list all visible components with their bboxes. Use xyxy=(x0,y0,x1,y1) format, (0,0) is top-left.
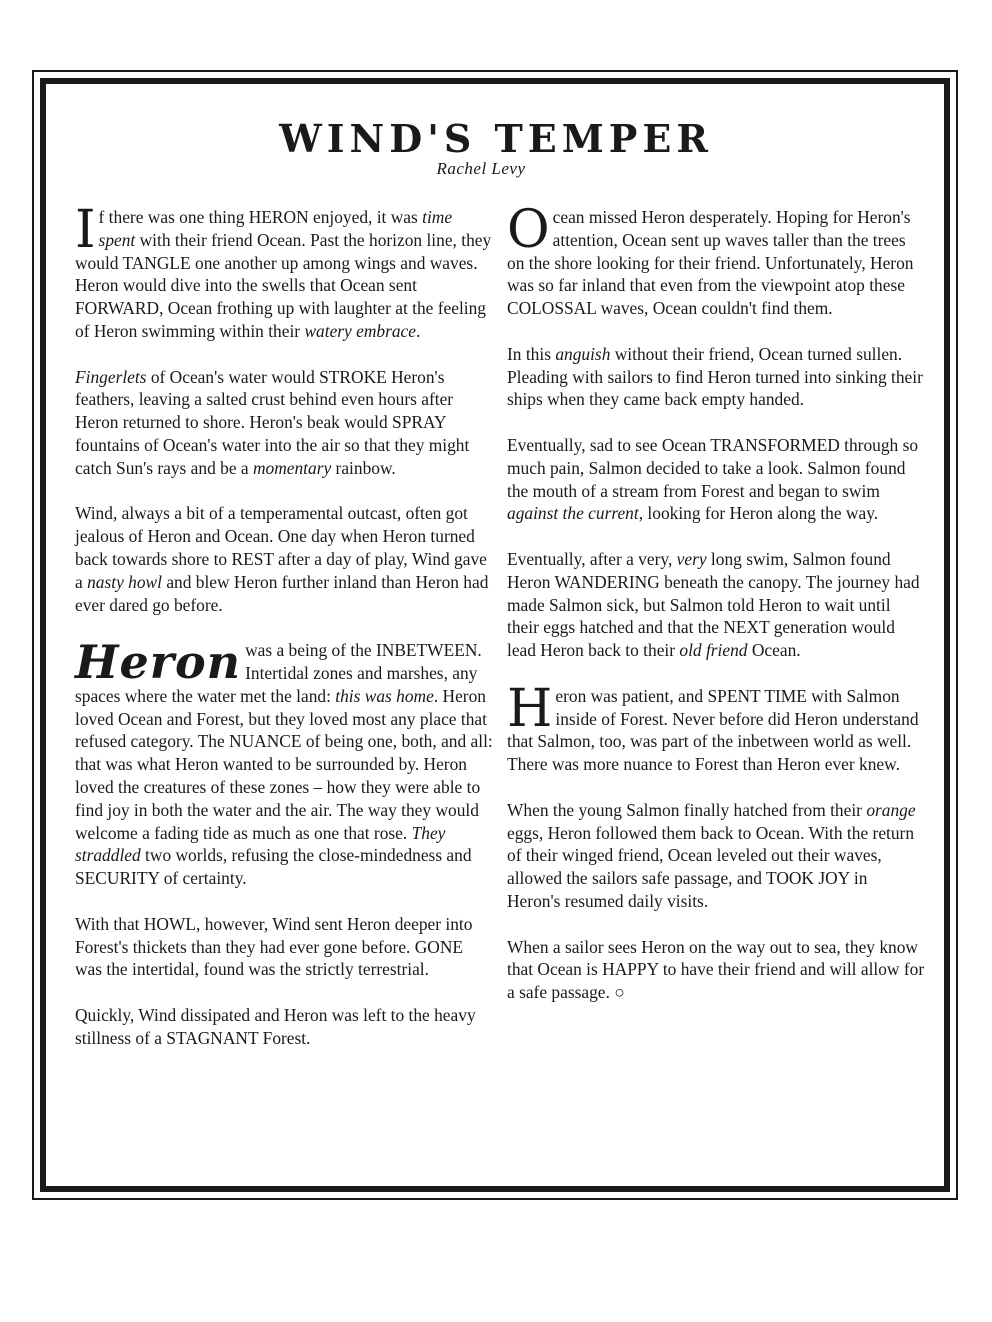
paragraph-text: rainbow. xyxy=(331,457,396,478)
paragraph-7: When a sailor sees Heron on the way out to sea, they know that Ocean is HAPPY to have their friend and will allow for a safe passage. ○ xyxy=(507,936,925,1003)
paragraph-text: When the young Salmon finally hatched from their xyxy=(507,799,867,820)
emphasis-text: momentary xyxy=(252,457,332,478)
paragraph-6: Quickly, Wind dissipated and Heron was left to the heavy stillness of a STAGNANT Forest. xyxy=(75,1004,476,1048)
emphasis-text: Fingerlets xyxy=(75,366,147,387)
emphasis-text: They straddled xyxy=(75,822,446,866)
paragraph-5 xyxy=(507,678,925,776)
emphasis-text: this was home xyxy=(335,685,434,706)
emphasis-text: orange xyxy=(866,799,916,820)
story-author: Rachel Levy xyxy=(436,159,526,178)
paragraph-2 xyxy=(507,343,925,411)
paragraph-text: Eventually, sad to see Ocean TRANSFORMED through so much pain, Salmon decided to take a look. Salmon found the mouth of a stream from Forest and began to swim xyxy=(507,434,919,501)
paragraph-1 xyxy=(75,200,493,343)
emphasis-text: nasty howl xyxy=(87,571,162,592)
paragraph-text: eron was patient, and SPENT TIME with Salmon inside of Forest. Never before did Heron understand that Salmon, too, was part of the inbetween world as well. There was more nuance to Forest than Heron ever knew. xyxy=(507,685,919,775)
paragraph-text: long swim, Salmon found Heron WANDERING beneath the canopy. The journey had made Salmon sick, but Salmon told Heron to wait until their eggs hatched and that the NEXT generation would lead Heron back to their xyxy=(507,548,920,661)
paragraph-1 xyxy=(507,200,925,320)
paragraph-4 xyxy=(507,548,925,662)
paragraph-text: two worlds, refusing the close-mindedness and SECURITY of certainty. xyxy=(75,845,472,889)
story-title: WIND'S TEMPER xyxy=(279,116,713,161)
paragraph-5: With that HOWL, however, Wind sent Heron deeper into Forest's thickets than they had ever gone before. GONE was the intertidal, found was the strictly terrestrial. xyxy=(75,913,473,980)
paragraph-text: cean missed Heron desperately. Hoping for Heron's attention, Ocean sent up waves taller than the trees on the shore looking for their friend. Unfortunately, Heron was so far inland that even from the viewpoint atop these COLOSSAL waves, Ocean couldn't find them. xyxy=(507,207,914,319)
paragraph-text: eggs, Heron followed them back to Ocean. With the return of their winged friend, Ocean leveled out their waves, allowed the sailors safe passage, and TOOK JOY in Heron's resumed daily visits. xyxy=(507,822,915,911)
paragraph-text: . Heron loved Ocean and Forest, but they loved most any place that refused category. The NUANCE of being one, both, and all: that was what Heron wanted to be surrounded by. Heron loved the creatures of these zones – how they were able to find joy in both the water and the air. The way they would welcome a fading tide as much as one that rose. xyxy=(75,685,493,843)
paragraph-2 xyxy=(75,366,493,480)
emphasis-text: time spent xyxy=(98,207,453,250)
paragraph-text: , looking for Heron along the way. xyxy=(638,503,879,524)
paragraph-3 xyxy=(507,434,925,525)
paragraph-text: f there was one thing HERON enjoyed, it was xyxy=(98,207,423,227)
paragraph-text: Wind, always a bit of a temperamental outcast, often got jealous of Heron and Ocean. One day when Heron turned back towards shore to REST after a day of play, Wind gave a xyxy=(75,503,487,592)
emphasis-text: old friend xyxy=(679,640,748,661)
paragraph-4 xyxy=(75,635,493,890)
emphasis-text: against the current xyxy=(507,503,639,524)
paragraph-text: . xyxy=(416,320,421,341)
paragraph-text: of Ocean's water would STROKE Heron's feathers, leaving a salted crust behind even hours after Heron returned to shore. Heron's beak would SPRAY fountains of Ocean's water into the air so that they might catch Sun's rays and be a xyxy=(75,366,470,478)
paragraph-text: In this xyxy=(507,343,556,364)
drop-word: Heron xyxy=(75,635,242,690)
paragraph-text: with their friend Ocean. Past the horizon line, they would TANGLE one another up among wings and waves. Heron would dive into the swells that Ocean sent FORWARD, Ocean frothing up with laughter at the feeling of Heron swimming within their xyxy=(75,229,492,341)
drop-cap: I xyxy=(75,200,96,260)
paragraph-text: without their friend, Ocean turned sullen. Pleading with sailors to find Heron turned into sinking their ships when they came back empty handed. xyxy=(507,343,923,410)
right-column xyxy=(507,200,925,1027)
emphasis-text: very xyxy=(676,548,707,569)
emphasis-text: anguish xyxy=(555,343,611,364)
paragraph-6 xyxy=(507,799,925,913)
left-column xyxy=(75,200,493,1072)
paragraph-3 xyxy=(75,502,493,616)
drop-cap: O xyxy=(507,200,550,260)
drop-cap: H xyxy=(507,678,553,739)
paragraph-text: Ocean. xyxy=(747,640,801,661)
paragraph-text: and blew Heron further inland than Heron had ever dared go before. xyxy=(75,571,489,615)
paragraph-text: Eventually, after a very, xyxy=(507,548,677,569)
paragraph-text: was a being of the INBETWEEN. Intertidal zones and marshes, any spaces where the water met the land: xyxy=(75,640,482,706)
emphasis-text: watery embrace xyxy=(304,320,416,341)
